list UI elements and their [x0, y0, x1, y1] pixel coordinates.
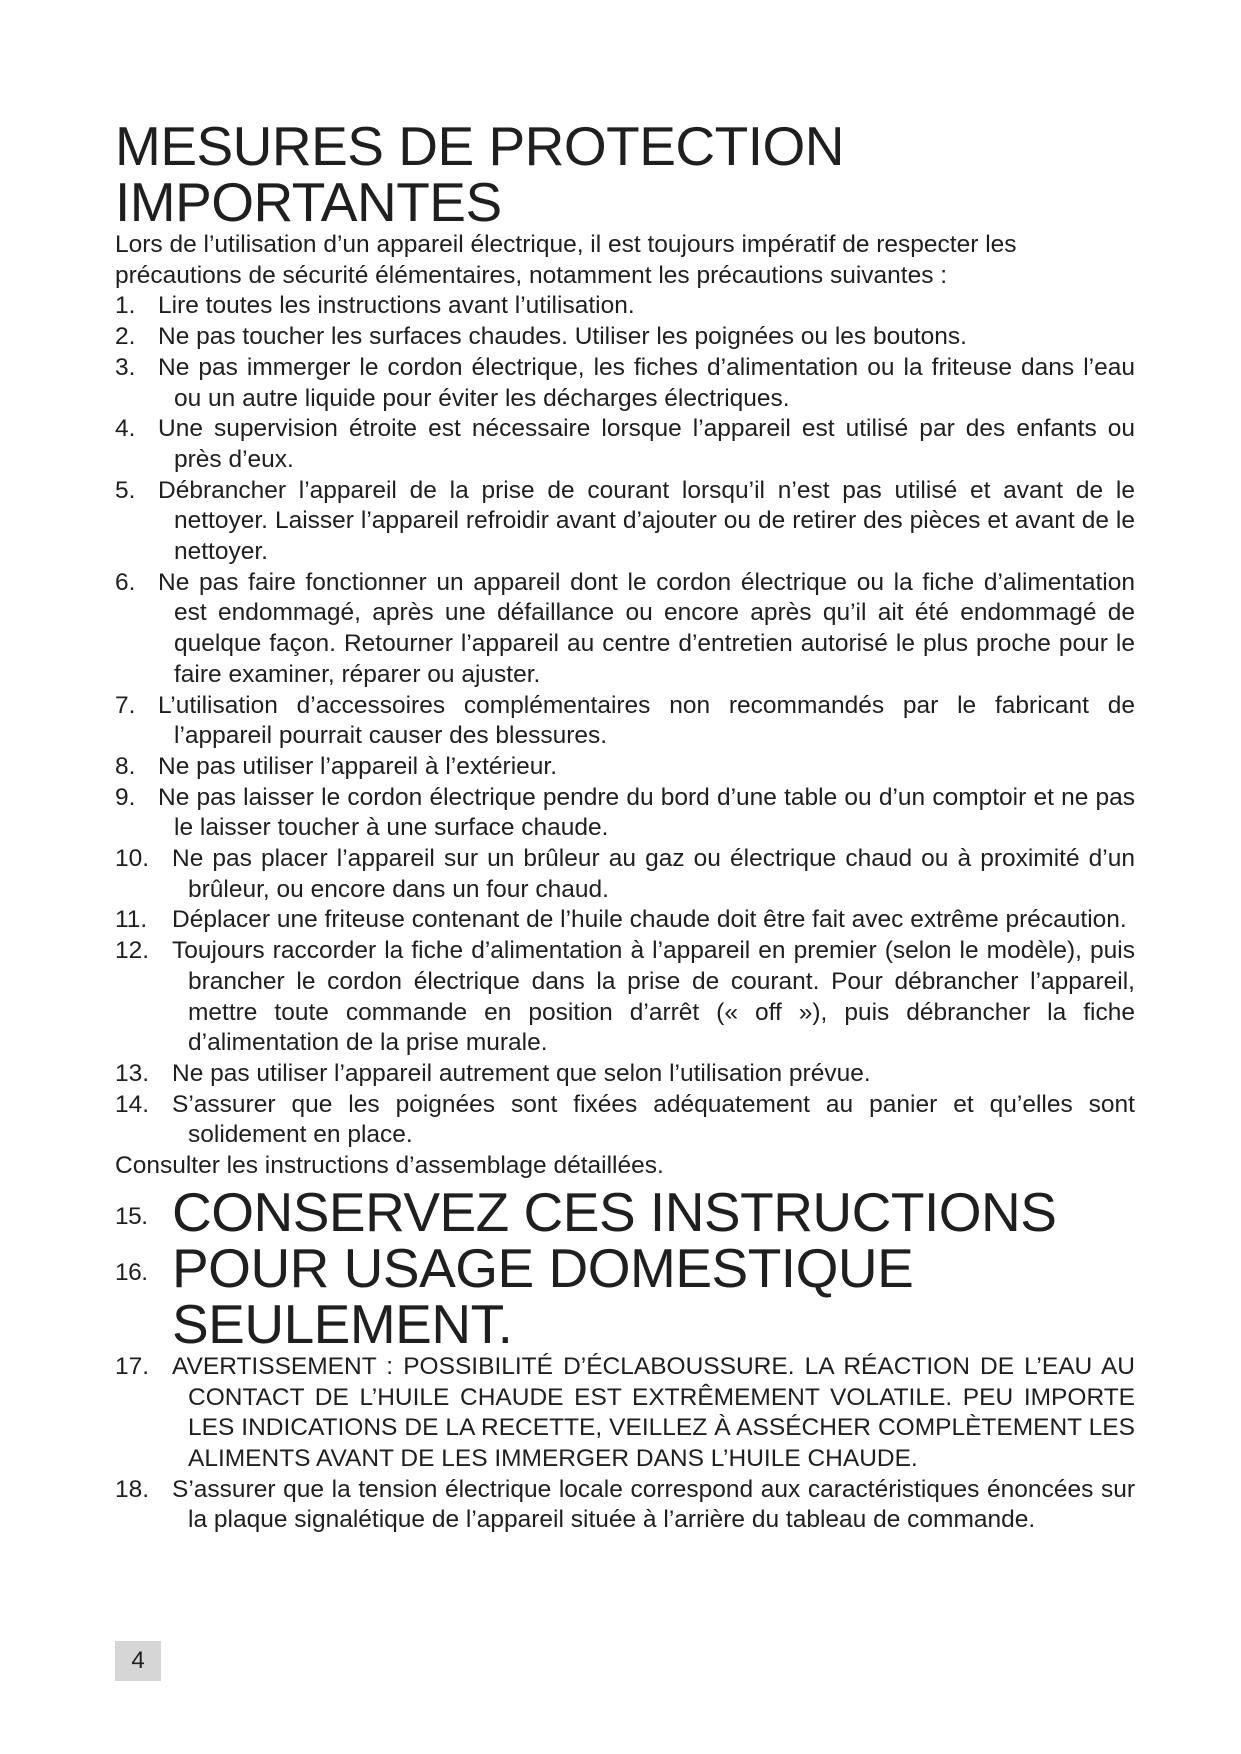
item-text: Ne pas toucher les surfaces chaudes. Utiliser les poignées ou les boutons. — [158, 323, 967, 351]
list-item — [115, 691, 1135, 752]
emphasis-list — [115, 1180, 1135, 1355]
list-item — [115, 353, 1135, 414]
item-number: 6. — [115, 568, 136, 596]
closing-note: Consulter les instructions d’assemblage détaillées. — [115, 1152, 664, 1180]
item-text: Débrancher l’appareil de la prise de courant lorsqu’il n’est pas utilisé et avant de le nettoyer. Laisser l’appareil refroidir avant d’ajouter ou de retirer des pièces et avant de le nettoyer. — [158, 476, 1135, 566]
list-item — [115, 1475, 1135, 1536]
item-number: 7. — [115, 691, 136, 719]
item-number: 16. — [115, 1258, 148, 1286]
item-text: Ne pas faire fonctionner un appareil dont le cordon électrique ou la fiche d’alimentation est endommagé, après une défaillance ou encore après qu’il ait été endommagé de quelque façon. Retourner l’appareil au centre d’entretien autorisé le plus proche pour le faire examiner, réparer ou ajuster. — [158, 568, 1135, 688]
item-number: 9. — [115, 783, 136, 811]
list-item — [115, 905, 1135, 936]
item-number: 8. — [115, 752, 136, 780]
intro-paragraph: Lors de l’utilisation d’un appareil électrique, il est toujours impératif de respecter les précautions de sécurité élémentaires, notamment les précautions suivantes : — [115, 231, 1017, 289]
page-title: MESURES DE PROTECTION IMPORTANTES — [115, 115, 845, 233]
list-item — [115, 414, 1135, 475]
item-number: 5. — [115, 476, 136, 504]
document-page — [115, 115, 1135, 1536]
list-item — [115, 783, 1135, 844]
item-text: Ne pas laisser le cordon électrique pendre du bord d’une table ou d’un comptoir et ne pas le laisser toucher à une surface chaude. — [158, 783, 1135, 842]
item-number: 3. — [115, 353, 136, 381]
item-number: 1. — [115, 292, 136, 320]
item-number: 10. — [115, 845, 150, 873]
list-item — [115, 476, 1135, 568]
item-text: S’assurer que les poignées sont fixées adéquatement au panier et qu’elles sont solidement en place. — [172, 1090, 1135, 1149]
list-item — [115, 1352, 1135, 1475]
list-item — [115, 1090, 1135, 1151]
item-text: Lire toutes les instructions avant l’utilisation. — [158, 292, 635, 320]
list-item — [115, 568, 1135, 691]
item-heading: POUR USAGE DOMESTIQUE SEULEMENT. — [172, 1236, 914, 1355]
item-text: L’utilisation d’accessoires complémentaires non recommandés par le fabricant de l’appareil pourrait causer des blessures. — [158, 691, 1135, 750]
item-number: 17. — [115, 1352, 150, 1380]
list-item — [115, 1059, 1135, 1090]
item-text: Toujours raccorder la fiche d’alimentation à l’appareil en premier (selon le modèle), puis brancher le cordon électrique dans la prise de courant. Pour débrancher l’appareil, mettre toute commande en position d’arrêt (« off »), puis débrancher la fiche d’alimentation de la prise murale. — [172, 937, 1135, 1057]
list-item — [115, 291, 1135, 322]
item-text: S’assurer que la tension électrique locale correspond aux caractéristiques énoncées sur la plaque signalétique de l’appareil située à l’arrière du tableau de commande. — [172, 1475, 1135, 1534]
item-number: 2. — [115, 323, 136, 351]
item-number: 11. — [115, 906, 148, 934]
warning-list — [115, 1352, 1135, 1536]
item-number: 12. — [115, 937, 150, 965]
list-item — [115, 752, 1135, 783]
item-text: Ne pas placer l’appareil sur un brûleur au gaz ou électrique chaud ou à proximité d’un brûleur, ou encore dans un four chaud. — [172, 845, 1135, 903]
item-text: AVERTISSEMENT : POSSIBILITÉ D’ÉCLABOUSSURE. LA RÉACTION DE L’EAU AU CONTACT DE L’HUILE CHAUDE EST EXTRÊMEMENT VOLATILE. PEU IMPORTE LES INDICATIONS DE LA RECETTE, VEILLEZ À ASSÉCHER COMPLÈTEMENT LES ALIMENTS AVANT DE LES IMMERGER DANS L’HUILE CHAUDE. — [172, 1352, 1135, 1472]
item-number: 18. — [115, 1475, 150, 1503]
item-heading: CONSERVEZ CES INSTRUCTIONS — [172, 1180, 1057, 1243]
item-number: 14. — [115, 1090, 150, 1118]
item-number: 4. — [115, 415, 136, 443]
item-text: Ne pas immerger le cordon électrique, les fiches d’alimentation ou la friteuse dans l’eau ou un autre liquide pour éviter les décharges électriques. — [158, 353, 1135, 412]
list-item — [115, 936, 1135, 1059]
list-item — [115, 844, 1135, 905]
item-text: Déplacer une friteuse contenant de l’huile chaude doit être fait avec extrême précaution. — [172, 906, 1127, 934]
list-item-big — [115, 1180, 1135, 1243]
item-number: 13. — [115, 1059, 150, 1087]
safety-list — [115, 291, 1135, 1151]
item-text: Une supervision étroite est nécessaire lorsque l’appareil est utilisé par des enfants ou près d’eux. — [158, 415, 1135, 473]
list-item — [115, 322, 1135, 353]
page-number: 4 — [115, 1641, 161, 1681]
item-text: Ne pas utiliser l’appareil à l’extérieur. — [158, 752, 557, 780]
list-item-big — [115, 1236, 1135, 1355]
item-number: 15. — [115, 1202, 148, 1230]
item-text: Ne pas utiliser l’appareil autrement que selon l’utilisation prévue. — [172, 1059, 871, 1087]
